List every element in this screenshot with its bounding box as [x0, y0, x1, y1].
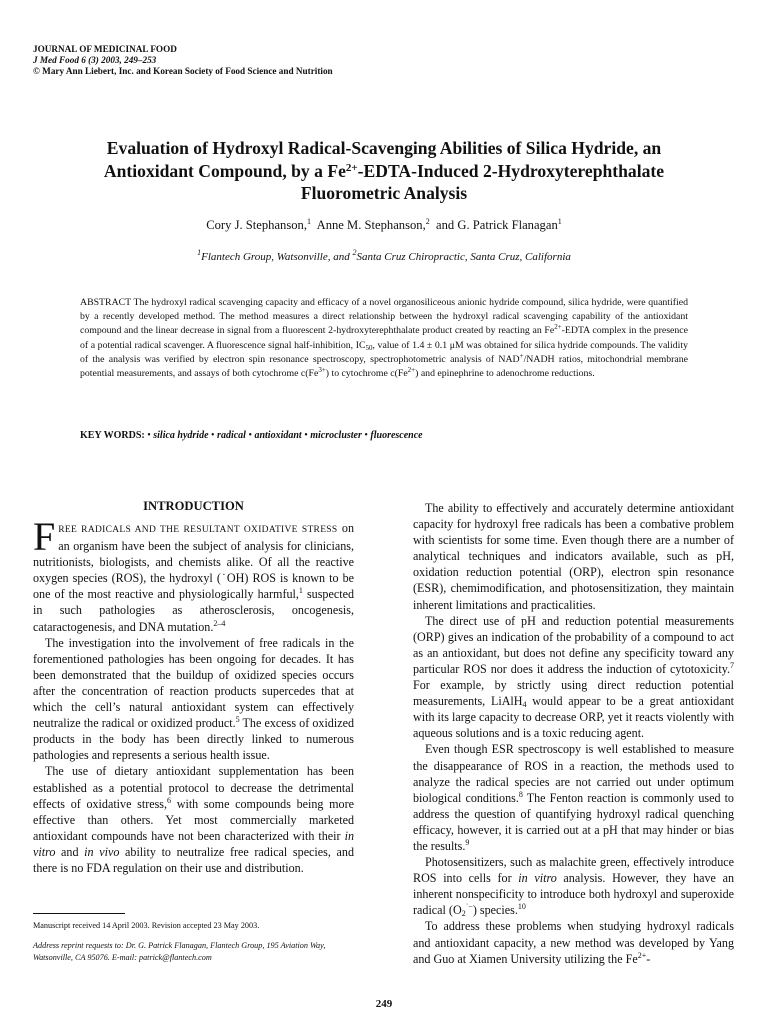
abstract-sup: 2+	[554, 323, 562, 332]
abstract-sup: 3+	[318, 366, 326, 375]
abstract-sup: 2+	[407, 366, 416, 375]
paragraph	[413, 613, 734, 742]
journal-citation: J Med Food 6 (3) 2003, 249–253	[33, 55, 157, 66]
chem-subscript: 4	[522, 700, 527, 710]
italic-term: in vitro	[33, 828, 354, 859]
body-text: on an organism have been the subject of analysis for clinicians, nutritionists, biologists, and chemists alike. Of all the reactive oxygen species (ROS), the hydroxyl (˙OH) ROS is known to be one of the most reactive and physiologically harmful,	[33, 521, 354, 602]
title-line-2	[60, 160, 708, 183]
body-text: -	[646, 951, 651, 966]
body-text: The direct use of pH and reduction potential measurements (ORP) gives an indication of the probability of a compound to act as an antioxidant, but does not define any specificity toward any particular ROS nor does it address the induction of cytotoxicity.	[413, 613, 734, 676]
keyword: antioxidant	[254, 430, 302, 441]
journal-name: JOURNAL OF MEDICINAL FOOD	[33, 44, 177, 54]
title-text: -EDTA-Induced 2-Hydroxyterephthalate	[357, 160, 665, 181]
keyword: microcluster	[310, 430, 362, 441]
keyword: silica hydride	[153, 430, 209, 441]
footnote-rule	[33, 913, 125, 914]
abstract-text: -EDTA complex in the presence of a potential radical scavenger. A fluorescence signal half-inhibition, IC	[80, 325, 688, 351]
body-text: and	[55, 844, 85, 859]
section-heading: INTRODUCTION	[143, 499, 244, 513]
citation-ref: 10	[517, 902, 526, 912]
body-text: The use of dietary antioxidant supplementation has been established as a potential protocol to decrease the detrimental effects of oxidative stress,	[33, 764, 354, 811]
drop-cap: F	[33, 514, 56, 559]
affil-mark: 2	[352, 248, 357, 257]
abstract-text: /NADH ratios, mitochondrial membrane potential measurements, and assays of both cytochrome c(Fe	[80, 353, 689, 380]
author-3: and G. Patrick Flanagan	[436, 218, 558, 232]
title-line-1: Evaluation of Hydroxyl Radical-Scavenging Abilities of Silica Hydride, an	[106, 138, 662, 158]
citation-ref: 2–4	[213, 618, 226, 628]
citation-ref: 9	[465, 837, 470, 847]
body-text: with some compounds being more effective than others. Yet most commercially marketed antioxidant compounds have not been characterized with their	[33, 796, 354, 843]
affil-text: Santa Cruz Chiropractic, Santa Cruz, California	[356, 251, 571, 263]
abstract-text: ) to cytochrome c(Fe	[325, 368, 408, 380]
right-column	[413, 500, 734, 967]
author-3-affil: 1	[557, 217, 562, 226]
left-column	[33, 514, 354, 876]
abstract-sub: 50	[365, 343, 373, 352]
paragraph	[33, 635, 354, 764]
footnote-address: Address reprint requests to: Dr. G. Patrick Flanagan, Flantech Group, 195 Aviation Way, Watsonville, CA 95076. E-mail: patrick@flantech.com	[33, 941, 326, 962]
page-number: 249	[375, 998, 393, 1010]
body-text: The ability to effectively and accurately determine antioxidant capacity for hydroxyl free radicals has been a combative problem with scientists for some time. Even though there are a number of analytical techniques and indicators available, such as pH, oxidation reduction potential (ORP), electron spin resonance (ESR), chemimodification, and photosensitization, they maintain inherent limitations and practicalities.	[413, 501, 734, 612]
chem-subscript: 2	[461, 909, 466, 919]
citation-ref: 5	[235, 715, 240, 725]
abstract-text: , value of 1.4 ± 0.1 μM was obtained for silica hydride compounds. The validity of the analysis was verified by electron spin resonance spectroscopy, spectrophotometric analysis of NAD	[80, 339, 688, 365]
keyword: radical	[217, 430, 246, 441]
citation-ref: 7	[730, 660, 734, 670]
author-1-affil: 1	[306, 217, 311, 226]
footnote-received: Manuscript received 14 April 2003. Revision accepted 23 May 2003.	[33, 921, 260, 930]
journal-copyright: © Mary Ann Liebert, Inc. and Korean Society of Food Science and Nutrition	[33, 66, 333, 77]
author-2-affil: 2	[425, 217, 430, 226]
keyword-bullet: •	[147, 430, 151, 441]
paragraph	[413, 854, 734, 918]
affiliations	[60, 248, 708, 263]
abstract-text: ) and epinephrine to adenochrome reductions.	[415, 368, 595, 380]
author-2: Anne M. Stephanson,	[316, 218, 426, 232]
body-text: analysis. However, they have an inherent nonspecificity to introduce both hydroxyl and superoxide radical (O	[413, 871, 734, 918]
citation-ref: 6	[167, 795, 172, 805]
body-text: ) species.	[472, 903, 518, 918]
chem-superscript: 2+	[637, 950, 647, 960]
abstract	[80, 296, 688, 381]
paragraph	[33, 514, 354, 635]
abstract-sup: +	[519, 351, 524, 360]
author-1: Cory J. Stephanson,	[206, 218, 307, 232]
italic-term: in vitro	[518, 871, 557, 886]
title-line-3: Fluorometric Analysis	[300, 183, 468, 203]
paragraph	[413, 918, 734, 966]
citation-ref: 1	[298, 586, 303, 596]
paragraph	[413, 500, 734, 613]
keyword-bullet: •	[211, 430, 215, 441]
body-text: suspected in such pathologies as atherosclerosis, oncogenesis, cataractogenesis, and DNA mutation.	[33, 587, 354, 634]
keyword: fluorescence	[370, 430, 423, 441]
small-caps-lead: REE RADICALS AND THE RESULTANT OXIDATIVE STRESS	[58, 525, 338, 535]
body-text: ability to neutralize free radical species, and there is no FDA regulation on their use and distribution.	[33, 844, 354, 875]
body-text: The excess of oxidized products in the body has been directly linked to numerous pathologies and represents a serious health issue.	[33, 716, 354, 763]
author-list	[60, 218, 708, 233]
citation-ref: 8	[518, 789, 523, 799]
body-text: To address these problems when studying hydroxyl radicals and antioxidant capacity, a new method was developed by Yang and Guo at Xiamen University utilizing the Fe	[413, 919, 734, 966]
title-superscript: 2+	[345, 161, 358, 174]
body-text: The investigation into the involvement of free radicals in the forementioned pathologies has been ongoing for decades. It has been demonstrated that the buildup of oxidized species occurs after the concentration of reaction products supercedes that at which the cell’s natural antioxidant system can effectively neutralize the radical or oxidized product.	[33, 635, 354, 731]
journal-header	[33, 44, 333, 78]
affil-mark: 1	[197, 248, 202, 257]
body-text: The Fenton reaction is commonly used to address the question of quantifying hydroxyl radical quenching efficacy, however, it is carried out at a pH that may hinder or bias the results.	[413, 790, 734, 853]
chem-superscript: ˙−	[465, 902, 473, 912]
affil-text: Flantech Group, Watsonville, and	[201, 251, 353, 263]
keywords-label: KEY WORDS:	[80, 430, 145, 441]
keywords	[80, 430, 688, 441]
body-text: Even though ESR spectroscopy is well established to measure the disappearance of ROS in a reaction, the methods used to analyze the radical species are not carried out under optimum biological conditions.	[413, 742, 734, 805]
abstract-text: ABSTRACT The hydroxyl radical scavenging capacity and efficacy of a novel organosiliceous anionic hydride compound, silica hydride, were quantified by a recently developed method. The method measures a direct relationship between the hydroxyl radical scavenging capability of the antioxidant compound and the linear decrease in signal from a fluorescent 2-hydroxyterephthalate product created by reacting an Fe	[80, 297, 688, 337]
body-text: Photosensitizers, such as malachite green, effectively introduce ROS into cells for	[413, 855, 734, 886]
keyword-bullet: •	[304, 430, 308, 441]
body-text: For example, by strictly using direct reduction potential measurements, LiAlH	[413, 678, 734, 709]
italic-term: in vivo	[84, 844, 120, 859]
body-text: would appear to be a great antioxidant with its large capacity to decrease ORP, yet it reacts violently with aqueous solutions and is a toxic reducing agent.	[413, 694, 734, 741]
paragraph	[413, 741, 734, 854]
paragraph	[33, 763, 354, 876]
paper-title	[60, 137, 708, 205]
keyword-bullet: •	[364, 430, 368, 441]
title-text: Antioxidant Compound, by a Fe	[103, 160, 346, 181]
keyword-bullet: •	[248, 430, 252, 441]
